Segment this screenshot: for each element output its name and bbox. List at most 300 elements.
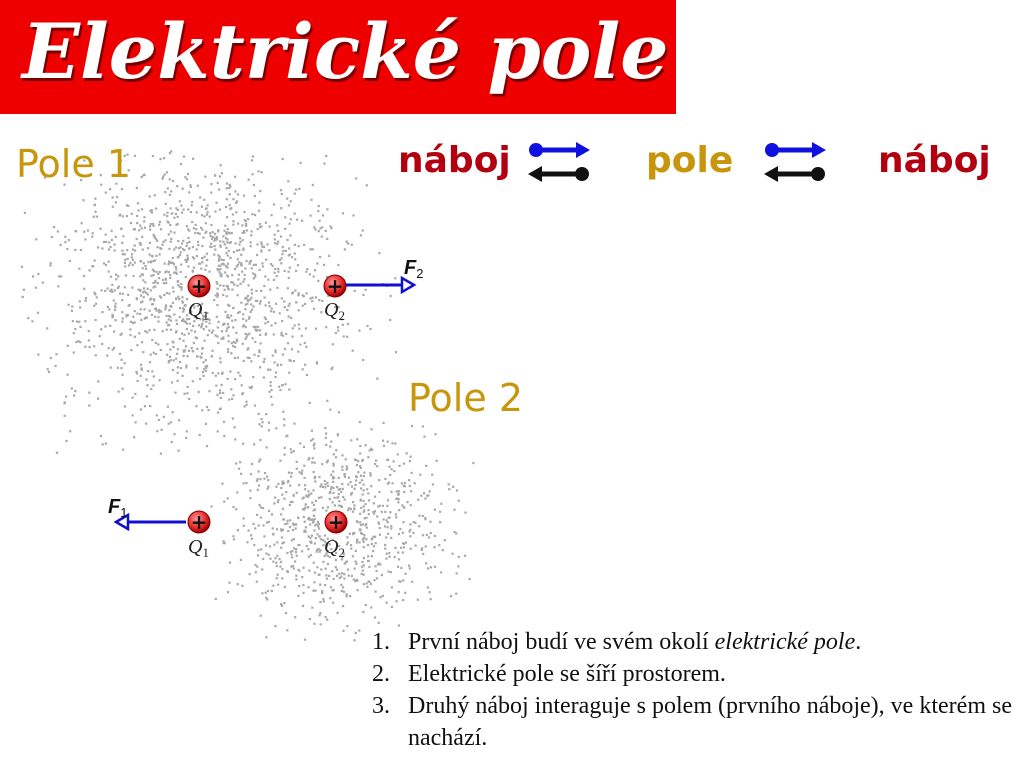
field-dot xyxy=(360,487,362,489)
field-dot xyxy=(307,490,309,492)
field-dot xyxy=(93,345,95,347)
field-dot xyxy=(320,311,322,313)
field-dot xyxy=(219,389,221,391)
field-dot xyxy=(358,330,360,332)
field-dot xyxy=(457,565,459,567)
field-dot xyxy=(297,264,299,266)
field-dot xyxy=(183,355,185,357)
field-dot xyxy=(400,547,402,549)
field-dot xyxy=(321,463,323,465)
field-dot xyxy=(287,342,289,344)
field-dot xyxy=(121,299,123,301)
field-dot xyxy=(273,333,275,335)
field-dot xyxy=(136,238,138,240)
field-dot xyxy=(282,246,284,248)
field-dot xyxy=(281,568,283,570)
field-dot xyxy=(348,575,350,577)
field-dot xyxy=(103,241,105,243)
field-dot xyxy=(67,345,69,347)
field-dot xyxy=(281,253,283,255)
field-dot xyxy=(399,528,401,530)
field-dot xyxy=(250,360,252,362)
field-dot xyxy=(352,532,354,534)
field-dot xyxy=(173,433,175,435)
field-dot xyxy=(164,308,166,310)
field-dot xyxy=(112,206,114,208)
field-dot xyxy=(237,529,239,531)
field-dot xyxy=(352,350,354,352)
field-dot xyxy=(190,330,192,332)
field-dot xyxy=(346,241,348,243)
field-dot xyxy=(140,244,142,246)
field-dot xyxy=(141,236,143,238)
field-dot xyxy=(250,234,252,236)
field-dot xyxy=(258,349,260,351)
field-dot xyxy=(253,326,255,328)
field-dot xyxy=(420,495,422,497)
field-dot xyxy=(178,419,180,421)
field-dot xyxy=(219,256,221,258)
field-dot xyxy=(376,570,378,572)
field-dot xyxy=(240,254,242,256)
field-dot xyxy=(326,208,328,210)
field-dot xyxy=(188,350,190,352)
field-dot xyxy=(140,364,142,366)
field-dot xyxy=(219,408,221,410)
field-dot xyxy=(220,164,222,166)
field-dot xyxy=(220,397,222,399)
field-dot xyxy=(260,418,262,420)
field-dot xyxy=(129,328,131,330)
field-dot xyxy=(263,376,265,378)
field-dot xyxy=(323,600,325,602)
field-dot xyxy=(124,405,126,407)
field-dot xyxy=(219,284,221,286)
field-dot xyxy=(96,296,98,298)
field-dot xyxy=(182,307,184,309)
field-dot xyxy=(111,230,113,232)
field-dot xyxy=(141,341,143,343)
field-dot xyxy=(254,527,256,529)
field-dot xyxy=(117,287,119,289)
field-dot xyxy=(32,275,34,277)
field-dot xyxy=(50,357,52,359)
field-dot xyxy=(265,259,267,261)
field-dot xyxy=(325,568,327,570)
field-dot xyxy=(205,326,207,328)
field-dot xyxy=(143,296,145,298)
field-dot xyxy=(273,544,275,546)
field-dot xyxy=(175,246,177,248)
charge-q2-bottom-label: $Q_2$ xyxy=(324,536,345,560)
field-dot xyxy=(92,232,94,234)
field-dot xyxy=(335,559,337,561)
field-dot xyxy=(280,364,282,366)
field-dot xyxy=(173,272,175,274)
field-dot xyxy=(289,485,291,487)
field-dot xyxy=(163,241,165,243)
field-dot xyxy=(158,309,160,311)
field-dot xyxy=(95,354,97,356)
field-dot xyxy=(269,391,271,393)
field-dot xyxy=(201,214,203,216)
field-dot xyxy=(151,303,153,305)
field-dot xyxy=(290,451,292,453)
field-dot xyxy=(302,305,304,307)
field-dot xyxy=(384,544,386,546)
field-dot xyxy=(175,268,177,270)
field-dot xyxy=(332,470,334,472)
field-dot xyxy=(409,529,411,531)
field-dot xyxy=(220,275,222,277)
field-dot xyxy=(143,220,145,222)
field-dot xyxy=(187,237,189,239)
field-dot xyxy=(374,616,376,618)
field-dot xyxy=(121,250,123,252)
field-dot xyxy=(339,488,341,490)
field-dot xyxy=(370,474,372,476)
field-dot xyxy=(362,523,364,525)
field-dot xyxy=(288,388,290,390)
field-dot xyxy=(330,441,332,443)
field-dot xyxy=(157,343,159,345)
field-dot xyxy=(232,224,234,226)
field-dot xyxy=(122,293,124,295)
field-dot xyxy=(235,508,237,510)
field-dot xyxy=(320,496,322,498)
field-dot xyxy=(186,430,188,432)
field-dot xyxy=(183,334,185,336)
field-dot xyxy=(138,229,140,231)
field-dot xyxy=(185,364,187,366)
field-dot xyxy=(242,318,244,320)
field-dot xyxy=(314,518,316,520)
field-dot xyxy=(122,235,124,237)
field-dot xyxy=(411,425,413,427)
field-dot xyxy=(373,502,375,504)
field-dot xyxy=(271,590,273,592)
field-dot xyxy=(342,630,344,632)
field-dot xyxy=(196,367,198,369)
field-dot xyxy=(211,238,213,240)
field-dot xyxy=(256,243,258,245)
field-dot xyxy=(216,316,218,318)
field-dot xyxy=(271,214,273,216)
field-dot xyxy=(422,425,424,427)
field-dot xyxy=(452,553,454,555)
field-dot xyxy=(427,586,429,588)
field-dot xyxy=(186,245,188,247)
field-dot xyxy=(286,552,288,554)
field-dot xyxy=(309,273,311,275)
field-dot xyxy=(281,536,283,538)
field-dot xyxy=(93,216,95,218)
field-dot xyxy=(210,192,212,194)
field-dot xyxy=(453,531,455,533)
field-dot xyxy=(177,284,179,286)
field-dot xyxy=(273,279,275,281)
field-dot xyxy=(246,303,248,305)
field-dot xyxy=(309,402,311,404)
field-dot xyxy=(156,414,158,416)
field-dot xyxy=(125,274,127,276)
field-dot xyxy=(329,498,331,500)
field-dot xyxy=(288,277,290,279)
field-dot xyxy=(253,264,255,266)
field-dot xyxy=(312,248,314,250)
field-dot xyxy=(222,338,224,340)
field-dot xyxy=(427,567,429,569)
field-dot xyxy=(238,468,240,470)
field-dot xyxy=(357,589,359,591)
field-dot xyxy=(162,176,164,178)
field-dot xyxy=(347,323,349,325)
field-dot xyxy=(167,220,169,222)
field-dot xyxy=(170,238,172,240)
field-dot xyxy=(363,505,365,507)
field-dot xyxy=(234,378,236,380)
field-dot xyxy=(111,291,113,293)
field-dot xyxy=(268,521,270,523)
field-dot xyxy=(267,488,269,490)
field-dot xyxy=(276,287,278,289)
field-dot xyxy=(387,441,389,443)
field-dot xyxy=(290,218,292,220)
field-dot xyxy=(328,255,330,257)
field-dot xyxy=(95,303,97,305)
field-dot xyxy=(372,550,374,552)
field-dot xyxy=(177,256,179,258)
field-dot xyxy=(221,263,223,265)
field-dot xyxy=(238,261,240,263)
field-dot xyxy=(360,475,362,477)
field-dot xyxy=(173,313,175,315)
field-dot xyxy=(244,338,246,340)
field-dot xyxy=(448,488,450,490)
field-dot xyxy=(182,188,184,190)
field-dot xyxy=(379,534,381,536)
field-dot xyxy=(316,262,318,264)
field-dot xyxy=(260,506,262,508)
field-dot xyxy=(104,290,106,292)
field-dot xyxy=(280,487,282,489)
field-dot xyxy=(301,220,303,222)
field-dot xyxy=(92,265,94,267)
field-dot xyxy=(440,571,442,573)
field-dot xyxy=(22,296,24,298)
field-dot xyxy=(246,541,248,543)
field-dot xyxy=(347,569,349,571)
field-dot xyxy=(363,557,365,559)
field-dot xyxy=(359,513,361,515)
field-dot xyxy=(306,292,308,294)
field-dot xyxy=(280,236,282,238)
field-dot xyxy=(255,290,257,292)
field-dot xyxy=(171,212,173,214)
field-dot xyxy=(260,615,262,617)
field-dot xyxy=(277,230,279,232)
field-dot xyxy=(323,163,325,165)
field-dot xyxy=(82,199,84,201)
field-dot xyxy=(291,256,293,258)
field-dot xyxy=(326,482,328,484)
field-dot xyxy=(276,577,278,579)
field-dot xyxy=(263,361,265,363)
field-dot xyxy=(307,496,309,498)
field-dot xyxy=(181,212,183,214)
field-dot xyxy=(404,592,406,594)
field-dot xyxy=(266,243,268,245)
field-dot xyxy=(403,485,405,487)
field-dot xyxy=(173,217,175,219)
field-dot xyxy=(196,211,198,213)
field-dot xyxy=(406,501,408,503)
field-dot xyxy=(305,503,307,505)
field-dot xyxy=(374,510,376,512)
field-dot xyxy=(245,333,247,335)
field-dot xyxy=(294,289,296,291)
field-dot xyxy=(322,561,324,563)
field-dot xyxy=(227,285,229,287)
field-dot xyxy=(259,303,261,305)
field-dot xyxy=(116,196,118,198)
field-dot xyxy=(150,388,152,390)
field-dot xyxy=(234,357,236,359)
field-dot xyxy=(147,247,149,249)
field-dot xyxy=(127,205,129,207)
field-dot xyxy=(280,262,282,264)
field-dot xyxy=(262,507,264,509)
field-dot xyxy=(349,533,351,535)
field-dot xyxy=(181,286,183,288)
field-dot xyxy=(56,452,58,454)
field-dot xyxy=(353,508,355,510)
field-dot xyxy=(395,498,397,500)
field-dot xyxy=(133,275,135,277)
field-dot xyxy=(319,220,321,222)
field-dot xyxy=(240,473,242,475)
field-dot xyxy=(160,297,162,299)
field-dot xyxy=(285,333,287,335)
field-dot xyxy=(57,285,59,287)
field-dot xyxy=(201,257,203,259)
field-dot xyxy=(274,322,276,324)
field-dot xyxy=(379,505,381,507)
field-dot xyxy=(181,242,183,244)
field-dot xyxy=(280,547,282,549)
field-dot xyxy=(367,492,369,494)
field-dot xyxy=(334,504,336,506)
field-dot xyxy=(64,241,66,243)
field-dot xyxy=(332,487,334,489)
field-dot xyxy=(97,398,99,400)
field-dot xyxy=(243,195,245,197)
field-dot xyxy=(214,210,216,212)
field-dot xyxy=(277,574,279,576)
field-dot xyxy=(140,308,142,310)
field-dot xyxy=(259,366,261,368)
field-dot xyxy=(100,328,102,330)
field-dot xyxy=(312,297,314,299)
field-dot xyxy=(119,214,121,216)
field-dot xyxy=(68,239,70,241)
field-dot xyxy=(417,599,419,601)
field-dot xyxy=(269,369,271,371)
field-dot xyxy=(309,618,311,620)
field-dot xyxy=(363,546,365,548)
field-dot xyxy=(394,442,396,444)
field-dot xyxy=(288,247,290,249)
field-dot xyxy=(146,395,148,397)
field-dot xyxy=(253,443,255,445)
field-dot xyxy=(259,439,261,441)
field-dot xyxy=(294,560,296,562)
field-dot xyxy=(215,375,217,377)
field-dot xyxy=(236,491,238,493)
field-dot xyxy=(319,601,321,603)
field-dot xyxy=(341,483,343,485)
field-dot xyxy=(275,303,277,305)
field-dot xyxy=(274,349,276,351)
field-dot xyxy=(310,492,312,494)
field-dot xyxy=(456,489,458,491)
field-dot xyxy=(352,511,354,513)
field-dot xyxy=(183,249,185,251)
field-dot xyxy=(292,327,294,329)
field-dot xyxy=(314,590,316,592)
field-dot xyxy=(166,292,168,294)
field-dot xyxy=(159,379,161,381)
field-dot xyxy=(258,202,260,204)
field-dot xyxy=(281,297,283,299)
field-dot xyxy=(345,561,347,563)
field-dot xyxy=(134,250,136,252)
field-dot xyxy=(330,486,332,488)
field-dot xyxy=(448,483,450,485)
charge-q2-bottom xyxy=(325,510,347,534)
field-dot xyxy=(337,330,339,332)
field-dot xyxy=(312,457,314,459)
field-dot xyxy=(231,232,233,234)
field-dot xyxy=(229,186,231,188)
field-dot xyxy=(296,555,298,557)
field-dot xyxy=(378,622,380,624)
field-dot xyxy=(231,398,233,400)
field-dot xyxy=(359,528,361,530)
field-dot xyxy=(355,479,357,481)
field-dot xyxy=(354,488,356,490)
field-dot xyxy=(367,544,369,546)
field-dot xyxy=(151,255,153,257)
field-dot xyxy=(219,272,221,274)
field-dot xyxy=(254,195,256,197)
field-dot xyxy=(234,268,236,270)
field-dot xyxy=(310,554,312,556)
field-dot xyxy=(340,505,342,507)
field-dot xyxy=(380,596,382,598)
field-dot xyxy=(417,499,419,501)
field-dot xyxy=(268,510,270,512)
field-dot xyxy=(238,249,240,251)
field-dot xyxy=(109,188,111,190)
field-dot xyxy=(187,208,189,210)
field-dot xyxy=(274,234,276,236)
field-dot xyxy=(222,392,224,394)
field-dot xyxy=(211,355,213,357)
field-dot xyxy=(108,308,110,310)
field-dot xyxy=(241,384,243,386)
field-dot xyxy=(203,368,205,370)
